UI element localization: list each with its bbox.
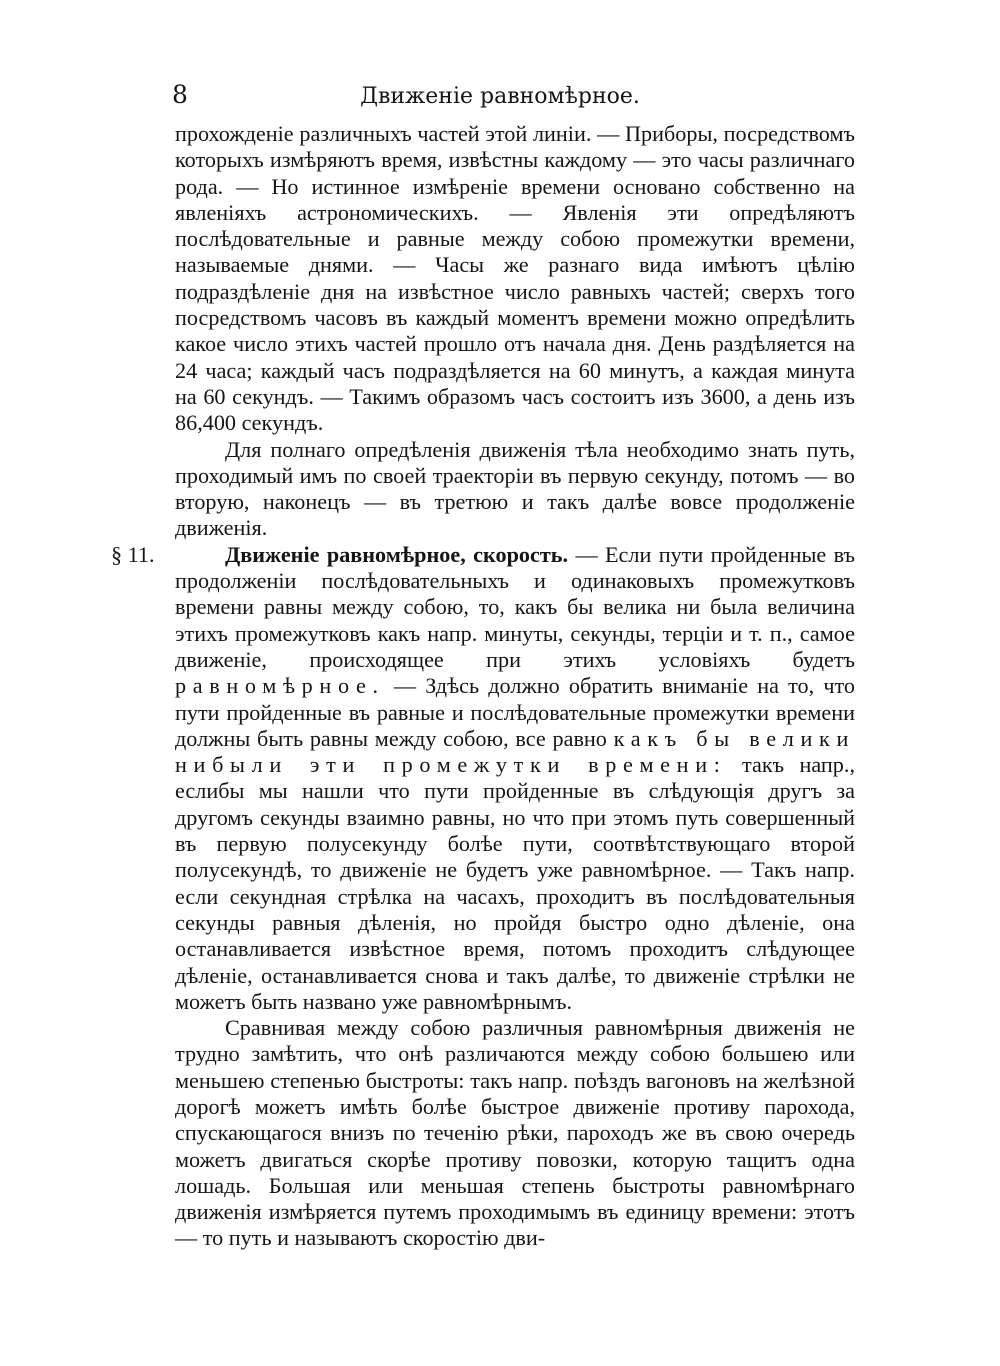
section-text-3: такъ напр., еслибы мы нашли что пути пройденные въ слѣдующія другъ за другомъ секунды взаимно равны, но что при этомъ путь совершенный въ первую полусекунду болѣе пути, соотвѣтствующаго второй полусекундѣ, то движеніе не будетъ уже равномѣрное. — Такъ напр. если секундная стрѣлка на часахъ, проходитъ въ послѣдовательныя секунды равныя дѣленія, но пройдя быстро одно дѣленіе, она останавливается извѣстное время, потомъ проходитъ слѣдующее дѣленіе, останавливается снова и такъ далѣе, то движеніе стрѣлки не можетъ быть названо уже равномѣрнымъ. bbox=[175, 752, 855, 1014]
page-body bbox=[111, 121, 856, 1252]
running-title: Движеніе равномѣрное. bbox=[360, 84, 640, 109]
page-number: 8 bbox=[172, 80, 188, 109]
paragraph-1: прохожденіе различныхъ частей этой линіи. — Приборы, посредствомъ которыхъ измѣряютъ время, извѣстны каждому — это часы различнаго рода. — Но истинное измѣреніе времени основано собственно на явленіяхъ астрономическихъ. — Явленія эти опредѣляютъ послѣдовательные и равные между собою промежутки времени, называемые днями. — Часы же разнаго вида имѣютъ цѣлію подраздѣленіе дня на извѣстное число равныхъ частей; сверхъ того посредствомъ часовъ въ каждый моментъ времени можно опредѣлить какое число этихъ частей прошло отъ начала дня. День раздѣляется на 24 часа; каждый часъ подраздѣляется на 60 минутъ, а каждая минута на 60 секундъ. — Такимъ образомъ часъ состоитъ изъ 3600, а день изъ 86,400 секундъ. bbox=[175, 121, 855, 436]
spaced-phrase: какъ бы велики нибыли эти промежутки времени: bbox=[175, 725, 855, 778]
paragraph-4: Сравнивая между собою различныя равномѣрныя движенія не трудно замѣтить, что онѣ различаются между собою большею или меньшею степенью быстроты: такъ напр. поѣздъ вагоновъ на желѣзной дорогѣ можетъ имѣть болѣе быстрое движеніе противу парохода, спускающагося внизъ по теченію рѣки, пароходъ же въ свою очередь можетъ двигаться скорѣе противу повозки, которую тащитъ одна лошадь. Большая или меньшая степень быстроты равномѣрнаго движенія измѣряется путемъ проходимымъ въ единицу времени: этотъ — то путь и называютъ скоростію дви- bbox=[175, 1015, 855, 1251]
section-heading: Движеніе равномѣрное, скорость. bbox=[225, 541, 569, 567]
section-mark: § 11. bbox=[111, 541, 155, 567]
section-text-1: — Если пути пройденные въ продолженіи послѣдовательныхъ и одинаковыхъ промежутковъ времени равны между собою, то, какъ бы велика ни была величина этихъ промежутковъ какъ напр. минуты, секунды, терціи и т. п., самое движеніе, происходящее при этихъ условіяхъ будетъ bbox=[175, 541, 856, 672]
section-11-paragraph bbox=[111, 541, 856, 1015]
section-text-2: — Здѣсь должно обратить вниманіе на то, что пути пройденные въ равные и послѣдовательные промежутки времени должны быть равны между собою, все равно bbox=[175, 673, 855, 751]
emphasized-term: равномѣрное. bbox=[175, 673, 385, 699]
paragraph-2: Для полнаго опредѣленія движенія тѣла необходимо знать путь, проходимый имъ по своей траекторіи въ первую секунду, потомъ — во вторую, наконецъ — въ третюю и такъ далѣе вовсе продолженіе движенія. bbox=[175, 436, 855, 541]
